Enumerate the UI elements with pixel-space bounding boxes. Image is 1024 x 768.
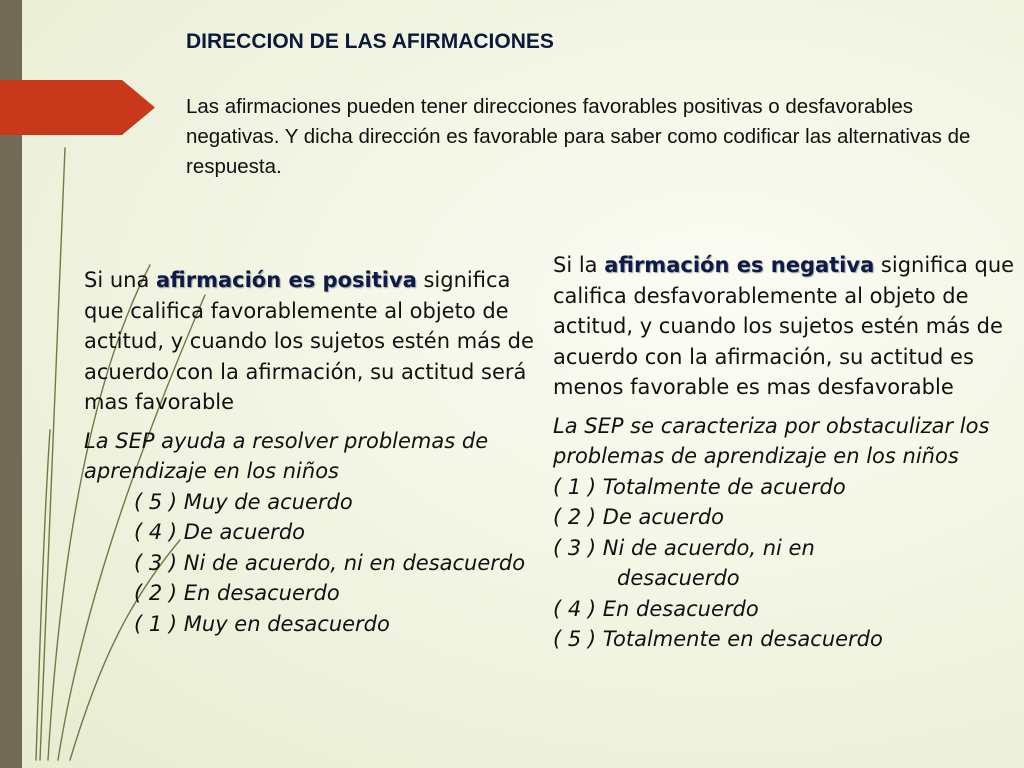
positive-option: ( 1 ) Muy en desacuerdo (134, 611, 390, 636)
positive-options (84, 487, 534, 640)
positive-example-statement: La SEP ayuda a resolver problemas de aprendizaje en los niños (84, 428, 489, 483)
negative-suffix: significa que califica desfavorablemente al objeto de actitud, y cuando los sujetos estén más de acuerdo con la afirmación, su actitud es menos favorable es mas desfavorable (553, 253, 1015, 399)
positive-example (84, 426, 534, 640)
positive-option: ( 4 ) De acuerdo (134, 520, 305, 544)
negative-option: ( 4 ) En desacuerdo (553, 596, 759, 621)
negative-description (553, 250, 1018, 403)
negative-option: ( 3 ) Ni de acuerdo, ni en (553, 535, 815, 560)
positive-option: ( 2 ) En desacuerdo (134, 581, 340, 605)
negative-example-statement: La SEP se caracteriza por obstaculizar los problemas de aprendizaje en los niños (553, 413, 990, 468)
positive-column (84, 265, 534, 639)
negative-option: ( 2 ) De acuerdo (553, 505, 724, 529)
positive-option: ( 5 ) Muy de acuerdo (134, 489, 353, 514)
negative-option-continuation: desacuerdo (617, 566, 740, 590)
positive-highlight: afirmación es positiva (156, 268, 417, 292)
positive-option: ( 3 ) Ni de acuerdo, ni en desacuerdo (134, 550, 526, 575)
positive-suffix: significa que califica favorablemente al objeto de actitud, y cuando los sujetos estén más de acuerdo con la afirmación, su actitud será mas favorable (84, 268, 534, 414)
negative-highlight: afirmación es negativa (604, 253, 875, 277)
positive-prefix: Si una (84, 268, 157, 292)
negative-option: ( 5 ) Totalmente en desacuerdo (553, 627, 883, 651)
negative-option: ( 1 ) Totalmente de acuerdo (553, 474, 846, 499)
intro-paragraph: Las afirmaciones pueden tener direcciones favorables positivas o desfavorables negativas. Y dicha dirección es favorable para saber como codificar las alternativas de respuesta. (186, 95, 971, 178)
negative-prefix: Si la (553, 253, 605, 277)
red-arrow-tab (0, 80, 155, 135)
negative-column (553, 250, 1018, 655)
positive-description (84, 265, 534, 418)
negative-example (553, 411, 1018, 655)
page-title: DIRECCION DE LAS AFIRMACIONES (186, 30, 554, 53)
